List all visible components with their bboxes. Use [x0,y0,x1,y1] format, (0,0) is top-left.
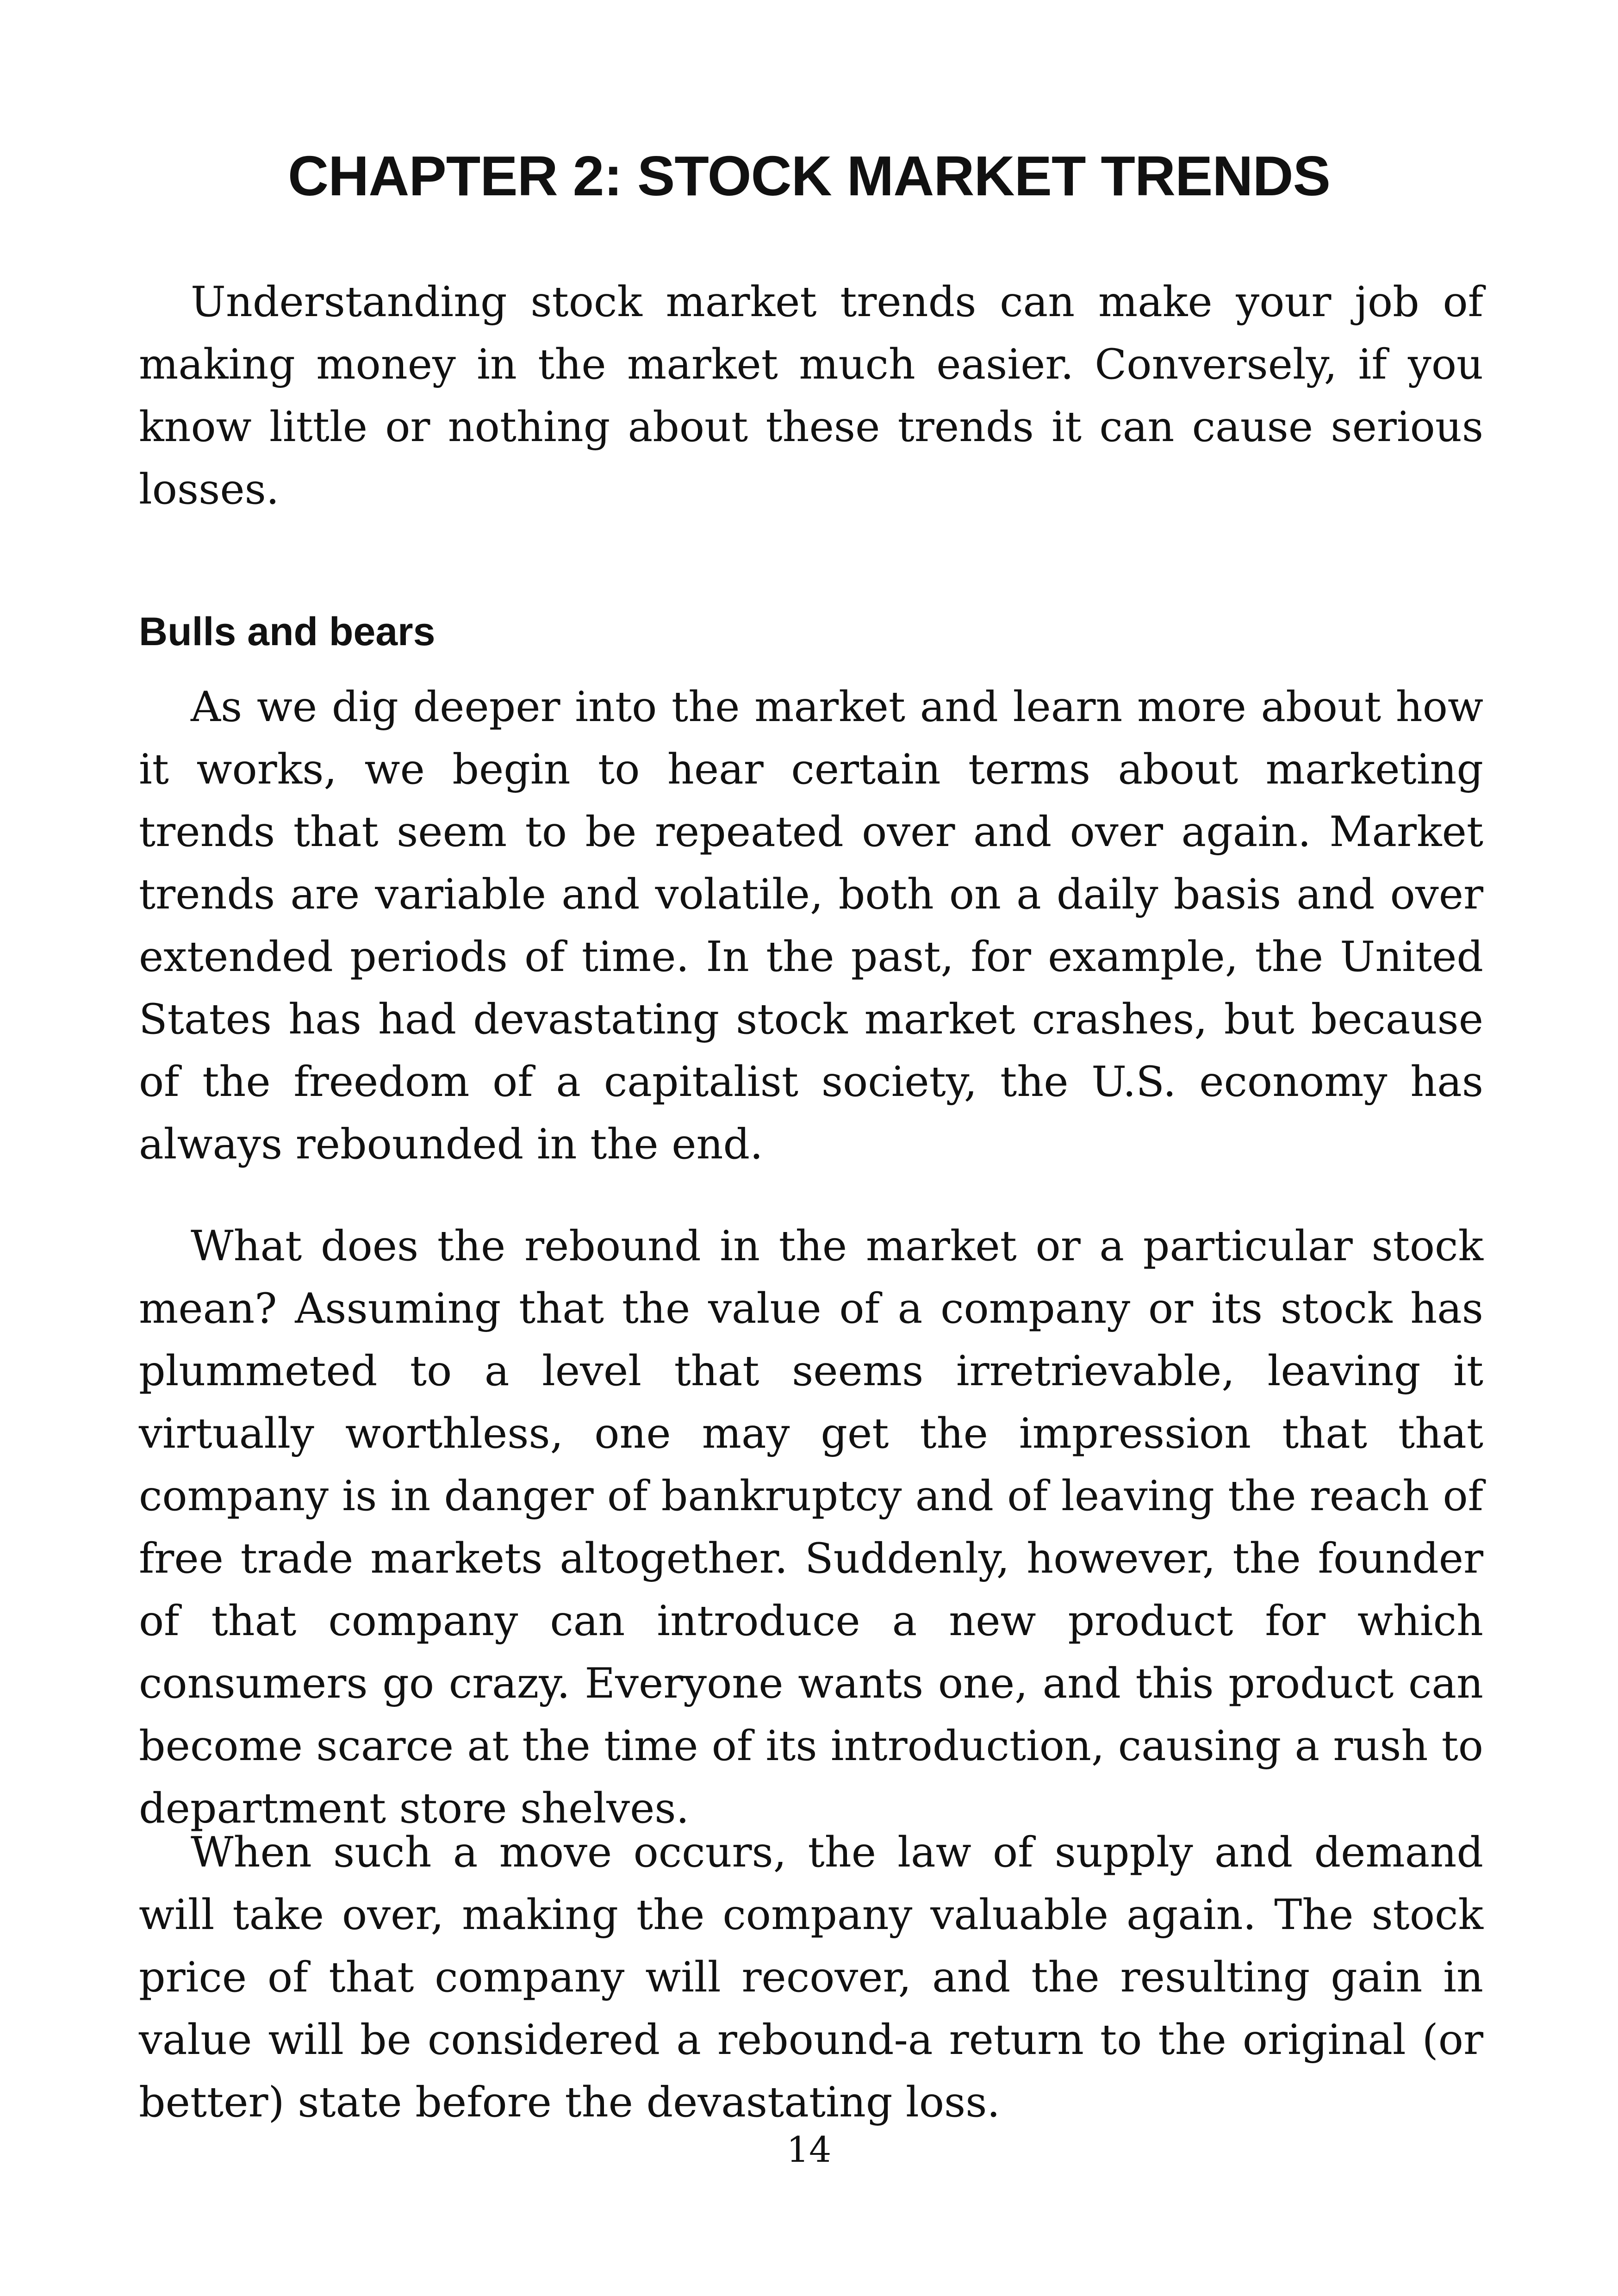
intro-paragraph: Understanding stock market trends can make your job of making money in the market much easier. Conversely, if you know little or nothing about these trends it can cause serious losses. [139,278,1483,514]
chapter-title: CHAPTER 2: STOCK MARKET TRENDS [288,144,1330,207]
section-heading: Bulls and bears [139,610,436,654]
page-number: 14 [786,2129,832,2170]
body-paragraph: What does the rebound in the market or a particular stock mean? Assuming that the value of a company or its stock has plummeted to a level that seems irretrievable, leaving it virtually worthless, one may get the impression that that company is in danger of bankruptcy and of leaving the reach of free trade markets altogether. Suddenly, however, the founder of that company can introduce a new product for which consumers go crazy. Everyone wants one, and this product can become scarce at the time of its introduction, causing a rush to department store shelves. [139,1222,1483,1833]
body-paragraph: As we dig deeper into the market and learn more about how it works, we begin to hear certain terms about marketing trends that seem to be repeated over and over again. Market trends are variable and volatile, both on a daily basis and over extended periods of time. In the past, for example, the United States has had devastating stock market crashes, but because of the freedom of a capitalist society, the U.S. economy has always rebounded in the end. [139,683,1483,1169]
body-paragraph: When such a move occurs, the law of supply and demand will take over, making the company valuable again. The stock price of that company will recover, and the resulting gain in value will be considered a rebound-a return to the original (or better) state before the devastating loss. [139,1828,1483,2127]
